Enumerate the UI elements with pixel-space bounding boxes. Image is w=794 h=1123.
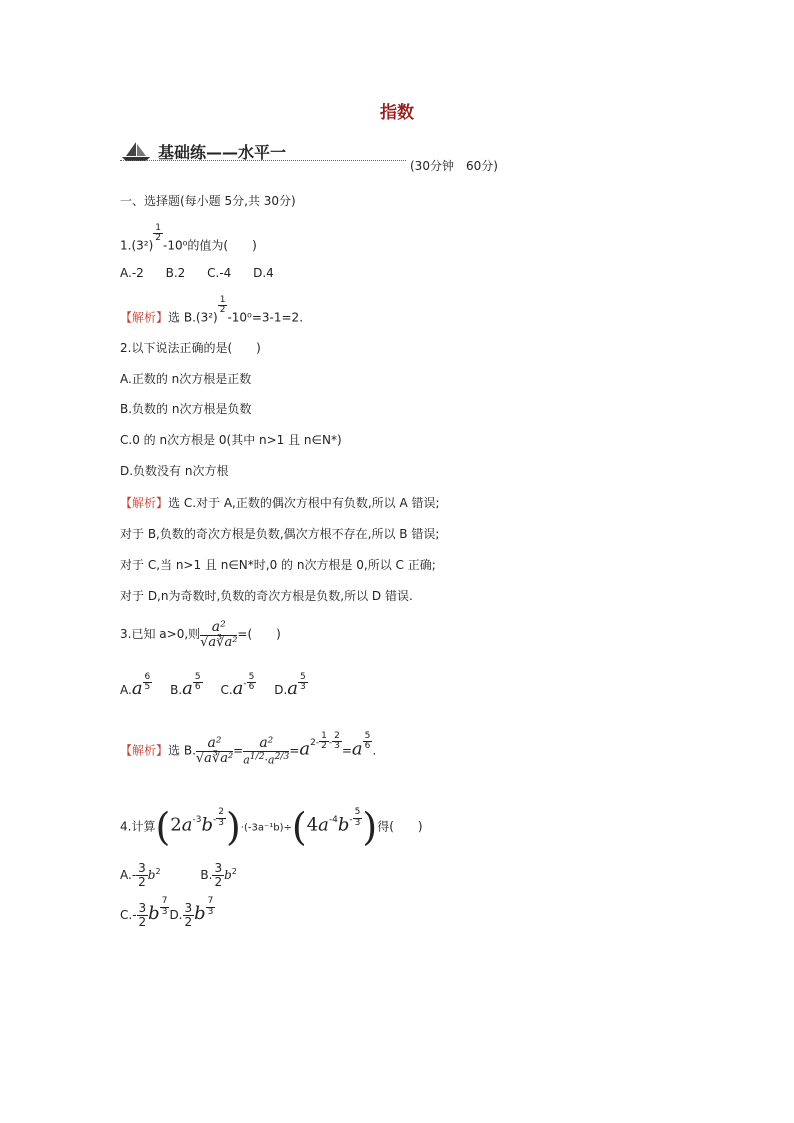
section-time: (30分钟 60分) xyxy=(410,159,498,173)
q2-option-c[interactable]: C.0 的 n次方根是 0(其中 n>1 且 n∈N*) xyxy=(120,433,342,447)
q3-solution: 【解析】选 B. $\frac{\text{a²}}{\text{√a∛a²}}$ = $\frac{\text{a²}}{a^{1/2}\cdot a^{2/3}}$ $=a^{2-}$ $\frac{1}{2}$ - $\frac{2}{3}$ =a $\frac{5}{6}$ . xyxy=(120,731,377,767)
q4-option-c[interactable]: C.- $\frac{3}{2}$ b $\frac{7}{3}$ xyxy=(120,896,168,929)
q4-option-a[interactable]: A.- $\frac{3}{2}$ $b^2$ xyxy=(120,861,161,889)
q3-option-c[interactable]: C.a- $\frac{5}{6}$ xyxy=(220,671,255,699)
q2-solution-line-1: 【解析】选 C.对于 A,正数的偶次方根中有负数,所以 A 错误; xyxy=(120,496,440,510)
q1-exponent: $\frac{1}{2}$ xyxy=(155,223,161,244)
q1-option-a[interactable]: A.-2 xyxy=(120,266,144,280)
q2-solution-line-3: 对于 C,当 n>1 且 n∈N*时,0 的 n次方根是 0,所以 C 正确; xyxy=(120,558,436,572)
page-title: 指数 xyxy=(380,103,414,123)
solution-tag: 【解析】 xyxy=(120,310,169,325)
q1-option-c[interactable]: C.-4 xyxy=(207,266,232,280)
q1-option-b[interactable]: B.2 xyxy=(165,266,186,280)
q1-stem: 1.(3²) $\frac{1}{2}$ -10⁰的值为( ) xyxy=(120,223,257,253)
solution-tag: 【解析】 xyxy=(120,496,169,510)
solution-tag: 【解析】 xyxy=(120,743,169,758)
q3-option-b[interactable]: B.a $\frac{5}{6}$ xyxy=(170,671,201,699)
q3-option-d[interactable]: D.a $\frac{5}{3}$ xyxy=(274,671,306,699)
q4-option-d[interactable]: D. $\frac{3}{2}$ b $\frac{7}{3}$ xyxy=(169,896,214,929)
q3-stem: 3.已知 a>0,则 $\frac{\text{a²}}{\text{√a∛a²}}$ =( ) xyxy=(120,619,281,650)
section-title: 基础练——水平一 xyxy=(158,143,287,162)
q3-option-a[interactable]: A.a $\frac{6}{5}$ xyxy=(120,671,151,699)
sailboat-icon xyxy=(120,140,152,162)
q1-options xyxy=(120,266,274,280)
q3-fraction: $\frac{\text{a²}}{\text{√a∛a²}}$ xyxy=(200,619,238,650)
q4-stem: 4.计算($2a^{-3}b^-$ $\frac{2}{3}$ )$\cdot(-3a^{-1}b)\div(4a^{-4}b^-$ $\frac{5}{3}$ )得( ) xyxy=(120,805,423,849)
q2-option-d[interactable]: D.负数没有 n次方根 xyxy=(120,464,229,478)
q2-solution-line-4: 对于 D,n为奇数时,负数的奇次方根是负数,所以 D 错误. xyxy=(120,589,413,603)
q2-solution-line-2: 对于 B,负数的奇次方根是负数,偶次方根不存在,所以 B 错误; xyxy=(120,527,440,541)
section-divider xyxy=(120,160,406,161)
part-heading: 一、选择题(每小题 5分,共 30分) xyxy=(120,194,296,208)
q3-options xyxy=(120,671,308,700)
q4-option-b[interactable]: B. $\frac{3}{2}$ $b^2$ xyxy=(200,861,237,889)
q1-solution: 【解析】选 B.(3²) $\frac{1}{2}$ -10⁰=3-1=2. xyxy=(120,295,304,325)
q4-options-row2 xyxy=(120,896,215,929)
q4-options-row1 xyxy=(120,862,237,888)
q2-option-b[interactable]: B.负数的 n次方根是负数 xyxy=(120,402,252,416)
q2-stem: 2.以下说法正确的是( ) xyxy=(120,341,261,355)
q1-option-d[interactable]: D.4 xyxy=(253,266,274,280)
q2-option-a[interactable]: A.正数的 n次方根是正数 xyxy=(120,372,252,386)
q1-sol-exponent: $\frac{1}{2}$ xyxy=(219,295,226,316)
